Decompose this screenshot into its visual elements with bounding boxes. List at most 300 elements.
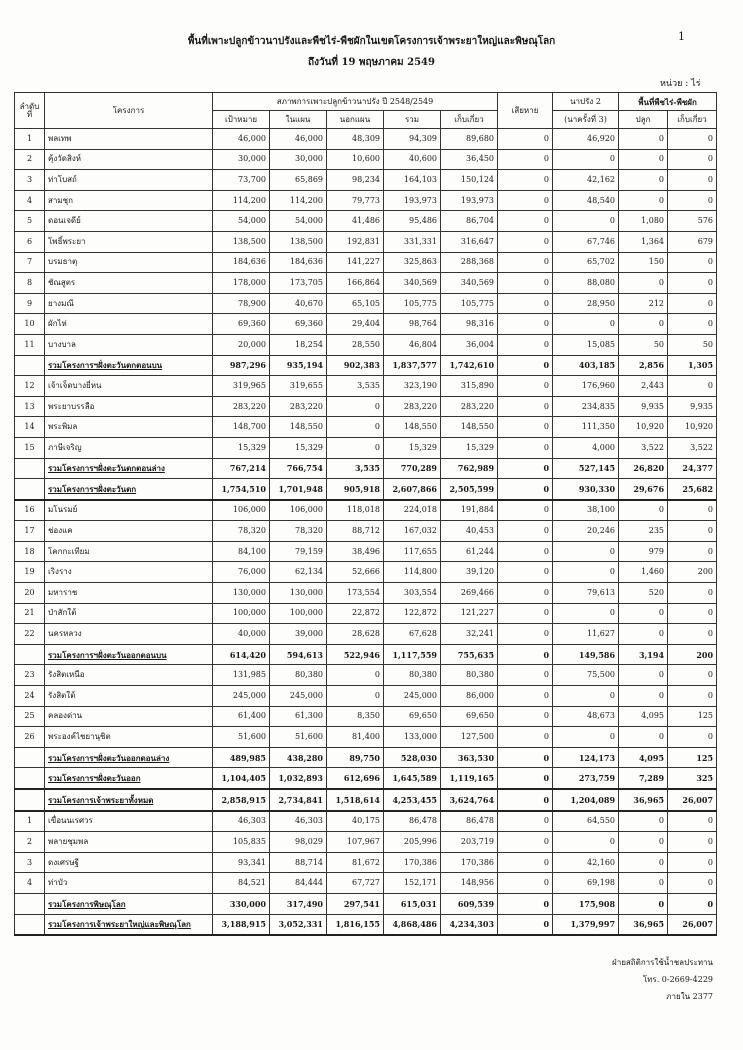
row-value: 528,030 [384, 747, 441, 768]
row-value: 79,773 [327, 190, 384, 211]
row-value: 78,900 [213, 293, 270, 314]
row-value: 29,676 [619, 479, 668, 500]
row-value: 235 [619, 521, 668, 542]
row-value: 0 [553, 149, 619, 170]
row-value: 130,000 [213, 583, 270, 604]
row-value: 1,701,948 [270, 479, 327, 500]
row-seq: 12 [15, 376, 45, 397]
row-value: 124,173 [553, 747, 619, 768]
row-value: 224,018 [384, 500, 441, 521]
row-value: 69,198 [553, 873, 619, 894]
row-seq: 1 [15, 811, 45, 832]
row-value: 52,666 [327, 562, 384, 583]
col-total: รวม [384, 111, 441, 129]
row-project-name: รวมโครงการฯฝั่งตะวันตกตอนล่าง [45, 458, 213, 479]
row-value: 86,478 [384, 811, 441, 832]
row-value: 0 [619, 149, 668, 170]
table-row [15, 314, 717, 335]
row-value: 61,300 [270, 706, 327, 727]
row-value: 0 [668, 893, 717, 914]
row-value: 9,935 [619, 396, 668, 417]
row-value: 65,702 [553, 252, 619, 273]
row-value: 166,864 [327, 273, 384, 294]
row-value: 297,541 [327, 893, 384, 914]
row-value: 78,320 [213, 521, 270, 542]
row-project-name: สามชุก [45, 190, 213, 211]
row-value: 88,080 [553, 273, 619, 294]
row-value: 50 [668, 334, 717, 355]
row-value: 0 [498, 706, 553, 727]
col-planted: ปลูก [619, 111, 668, 129]
row-value: 0 [498, 211, 553, 232]
row-value: 1,518,614 [327, 789, 384, 811]
row-seq [15, 644, 45, 665]
row-value: 0 [619, 873, 668, 894]
row-value: 2,858,915 [213, 789, 270, 811]
row-value: 0 [498, 479, 553, 500]
row-value: 594,613 [270, 644, 327, 665]
row-value: 0 [498, 873, 553, 894]
row-value: 1,117,559 [384, 644, 441, 665]
row-value: 111,350 [553, 417, 619, 438]
row-seq: 13 [15, 396, 45, 417]
col-project: โครงการ [45, 93, 213, 129]
row-value: 46,000 [213, 129, 270, 150]
row-project-name: พระพิมล [45, 417, 213, 438]
row-value: 325 [668, 768, 717, 789]
table-row [15, 562, 717, 583]
row-seq [15, 914, 45, 935]
row-value: 766,754 [270, 458, 327, 479]
row-value: 1,754,510 [213, 479, 270, 500]
row-value: 0 [553, 727, 619, 748]
row-value: 10,600 [327, 149, 384, 170]
row-value: 0 [498, 644, 553, 665]
row-value: 40,670 [270, 293, 327, 314]
row-value: 65,105 [327, 293, 384, 314]
row-project-name: โพธิ์พระยา [45, 231, 213, 252]
row-project-name: รวมโครงการพิษณุโลก [45, 893, 213, 914]
row-value: 0 [668, 873, 717, 894]
row-value: 84,521 [213, 873, 270, 894]
row-value: 0 [619, 893, 668, 914]
row-value: 0 [498, 437, 553, 458]
row-project-name: พลายชุมพล [45, 832, 213, 853]
row-project-name: ผักไห่ [45, 314, 213, 335]
table-row [15, 852, 717, 873]
table-row [15, 437, 717, 458]
row-value: 767,214 [213, 458, 270, 479]
row-value: 15,329 [441, 437, 498, 458]
row-seq: 17 [15, 521, 45, 542]
row-value: 1,305 [668, 355, 717, 376]
phone-number: โทร. 0-2669-4229 [642, 975, 713, 984]
row-value: 3,624,764 [441, 789, 498, 811]
row-value: 69,360 [213, 314, 270, 335]
table-row [15, 396, 717, 417]
row-value: 0 [498, 252, 553, 273]
row-project-name: รวมโครงการเจ้าพระยาใหญ่และพิษณุโลก [45, 914, 213, 935]
row-seq [15, 747, 45, 768]
row-value: 106,000 [213, 500, 270, 521]
row-value: 0 [327, 686, 384, 707]
row-value: 0 [553, 686, 619, 707]
col-field-harvested: เก็บเกี่ยว [668, 111, 717, 129]
row-value: 67,746 [553, 231, 619, 252]
row-value: 576 [668, 211, 717, 232]
row-project-name: รังสิตเหนือ [45, 665, 213, 686]
row-value: 100,000 [270, 603, 327, 624]
row-value: 0 [619, 686, 668, 707]
row-value: 0 [498, 129, 553, 150]
row-value: 0 [668, 252, 717, 273]
row-value: 178,000 [213, 273, 270, 294]
row-value: 4,095 [619, 706, 668, 727]
unit-label: หน่วย : ไร่ [660, 79, 701, 89]
row-value: 48,540 [553, 190, 619, 211]
row-value: 2,443 [619, 376, 668, 397]
row-value: 0 [668, 852, 717, 873]
row-value: 1,816,155 [327, 914, 384, 935]
row-value: 0 [619, 129, 668, 150]
row-value: 0 [619, 500, 668, 521]
row-seq: 18 [15, 541, 45, 562]
row-value: 1,204,089 [553, 789, 619, 811]
table-row [15, 727, 717, 748]
row-value: 403,185 [553, 355, 619, 376]
row-value: 141,227 [327, 252, 384, 273]
row-value: 148,700 [213, 417, 270, 438]
row-value: 203,719 [441, 832, 498, 853]
row-project-name: เขื่อนนเรศวร [45, 811, 213, 832]
table-row [15, 293, 717, 314]
row-value: 930,330 [553, 479, 619, 500]
row-value: 32,241 [441, 624, 498, 645]
row-value: 0 [668, 314, 717, 335]
row-value: 81,400 [327, 727, 384, 748]
row-value: 0 [619, 190, 668, 211]
col-out-plan: นอกแผน [327, 111, 384, 129]
row-value: 2,734,841 [270, 789, 327, 811]
table-row [15, 811, 717, 832]
row-value: 46,303 [270, 811, 327, 832]
row-value: 319,655 [270, 376, 327, 397]
row-seq: 21 [15, 603, 45, 624]
row-value: 1,104,405 [213, 768, 270, 789]
table-row [15, 706, 717, 727]
row-value: 0 [327, 437, 384, 458]
row-value: 170,386 [441, 852, 498, 873]
row-value: 22,872 [327, 603, 384, 624]
row-value: 15,329 [213, 437, 270, 458]
row-value: 614,420 [213, 644, 270, 665]
row-value: 340,569 [441, 273, 498, 294]
row-value: 176,960 [553, 376, 619, 397]
subtotal-row [15, 644, 717, 665]
row-value: 0 [498, 562, 553, 583]
row-value: 86,000 [441, 686, 498, 707]
table-row [15, 686, 717, 707]
row-value: 4,234,303 [441, 914, 498, 935]
row-value: 170,386 [384, 852, 441, 873]
row-value: 18,254 [270, 334, 327, 355]
table-row [15, 500, 717, 521]
row-value: 0 [327, 417, 384, 438]
row-value: 609,539 [441, 893, 498, 914]
report-title: พื้นที่เพาะปลูกข้าวนาปรังและพืชไร่-พืชผักในเขตโครงการเจ้าพระยาใหญ่และพิษณุโลก [187, 36, 556, 47]
row-value: 0 [619, 727, 668, 748]
row-value: 0 [498, 500, 553, 521]
row-project-name: พระยาบรรลือ [45, 396, 213, 417]
row-value: 612,696 [327, 768, 384, 789]
row-project-name: มโนรมย์ [45, 500, 213, 521]
table-row [15, 334, 717, 355]
row-value: 191,884 [441, 500, 498, 521]
row-seq: 16 [15, 500, 45, 521]
row-value: 95,486 [384, 211, 441, 232]
row-seq: 11 [15, 334, 45, 355]
table-row [15, 129, 717, 150]
table-row [15, 521, 717, 542]
row-seq: 9 [15, 293, 45, 314]
row-value: 0 [619, 170, 668, 191]
row-value: 0 [553, 832, 619, 853]
row-seq: 14 [15, 417, 45, 438]
row-value: 36,965 [619, 789, 668, 811]
table-row [15, 624, 717, 645]
row-value: 755,635 [441, 644, 498, 665]
row-value: 40,175 [327, 811, 384, 832]
row-seq: 2 [15, 832, 45, 853]
row-value: 48,673 [553, 706, 619, 727]
row-value: 88,714 [270, 852, 327, 873]
row-project-name: รังสิตใต้ [45, 686, 213, 707]
row-seq: 15 [15, 437, 45, 458]
row-project-name: เริงราง [45, 562, 213, 583]
table-row [15, 376, 717, 397]
row-value: 283,220 [213, 396, 270, 417]
row-value: 114,800 [384, 562, 441, 583]
row-value: 4,095 [619, 747, 668, 768]
col-damaged: เสียหาย [498, 93, 553, 129]
table-row [15, 583, 717, 604]
row-value: 770,289 [384, 458, 441, 479]
row-value: 107,967 [327, 832, 384, 853]
row-value: 26,007 [668, 914, 717, 935]
row-value: 30,000 [270, 149, 327, 170]
row-value: 0 [619, 832, 668, 853]
row-value: 79,159 [270, 541, 327, 562]
row-value: 69,650 [441, 706, 498, 727]
row-value: 1,742,610 [441, 355, 498, 376]
subtotal-row [15, 479, 717, 500]
row-value: 273,759 [553, 768, 619, 789]
row-value: 1,460 [619, 562, 668, 583]
row-value: 0 [668, 686, 717, 707]
row-value: 46,920 [553, 129, 619, 150]
row-value: 98,316 [441, 314, 498, 335]
row-value: 935,194 [270, 355, 327, 376]
row-value: 73,700 [213, 170, 270, 191]
row-value: 75,500 [553, 665, 619, 686]
row-project-name: มหาราช [45, 583, 213, 604]
row-seq [15, 768, 45, 789]
row-value: 245,000 [213, 686, 270, 707]
report-date: ถึงวันที่ 19 พฤษภาคม 2549 [308, 57, 435, 68]
row-value: 0 [553, 541, 619, 562]
row-value: 41,486 [327, 211, 384, 232]
row-value: 46,000 [270, 129, 327, 150]
row-value: 39,000 [270, 624, 327, 645]
row-value: 118,018 [327, 500, 384, 521]
row-value: 0 [668, 190, 717, 211]
row-value: 489,985 [213, 747, 270, 768]
row-value: 0 [498, 768, 553, 789]
rice-planting-table [14, 92, 717, 936]
row-value: 173,705 [270, 273, 327, 294]
row-value: 100,000 [213, 603, 270, 624]
row-value: 0 [668, 811, 717, 832]
row-value: 330,000 [213, 893, 270, 914]
row-seq: 25 [15, 706, 45, 727]
row-value: 520 [619, 583, 668, 604]
row-value: 42,160 [553, 852, 619, 873]
row-value: 54,000 [270, 211, 327, 232]
row-value: 0 [668, 727, 717, 748]
row-value: 148,956 [441, 873, 498, 894]
row-value: 122,872 [384, 603, 441, 624]
row-value: 283,220 [441, 396, 498, 417]
row-value: 84,444 [270, 873, 327, 894]
row-value: 62,134 [270, 562, 327, 583]
row-value: 30,000 [213, 149, 270, 170]
row-project-name: ดอนเจดีย์ [45, 211, 213, 232]
row-value: 0 [619, 665, 668, 686]
table-row [15, 170, 717, 191]
row-value: 762,989 [441, 458, 498, 479]
row-value: 36,965 [619, 914, 668, 935]
table-row [15, 190, 717, 211]
row-seq: 4 [15, 873, 45, 894]
row-value: 0 [498, 541, 553, 562]
row-value: 28,628 [327, 624, 384, 645]
row-value: 1,080 [619, 211, 668, 232]
row-value: 121,227 [441, 603, 498, 624]
row-seq: 4 [15, 190, 45, 211]
row-value: 11,627 [553, 624, 619, 645]
row-seq: 19 [15, 562, 45, 583]
row-value: 40,000 [213, 624, 270, 645]
page-number: 1 [678, 30, 685, 43]
row-value: 0 [553, 314, 619, 335]
row-seq: 3 [15, 170, 45, 191]
row-project-name: พลเทพ [45, 129, 213, 150]
row-value: 131,985 [213, 665, 270, 686]
row-value: 0 [498, 355, 553, 376]
row-value: 98,234 [327, 170, 384, 191]
row-value: 0 [498, 727, 553, 748]
row-value: 138,500 [213, 231, 270, 252]
row-seq: 20 [15, 583, 45, 604]
row-value: 67,727 [327, 873, 384, 894]
row-value: 0 [498, 686, 553, 707]
row-value: 20,000 [213, 334, 270, 355]
row-value: 39,120 [441, 562, 498, 583]
subtotal-row [15, 789, 717, 811]
row-seq: 7 [15, 252, 45, 273]
row-value: 105,835 [213, 832, 270, 853]
row-value: 200 [668, 562, 717, 583]
row-value: 0 [498, 231, 553, 252]
row-value: 86,704 [441, 211, 498, 232]
row-value: 167,032 [384, 521, 441, 542]
table-row [15, 211, 717, 232]
row-value: 93,341 [213, 852, 270, 873]
table-row [15, 832, 717, 853]
row-value: 317,490 [270, 893, 327, 914]
row-value: 283,220 [384, 396, 441, 417]
row-value: 902,383 [327, 355, 384, 376]
table-row [15, 252, 717, 273]
row-value: 0 [553, 562, 619, 583]
row-value: 61,400 [213, 706, 270, 727]
row-value: 114,200 [270, 190, 327, 211]
table-row [15, 873, 717, 894]
row-seq: 22 [15, 624, 45, 645]
row-value: 38,100 [553, 500, 619, 521]
row-value: 98,764 [384, 314, 441, 335]
row-value: 184,636 [213, 252, 270, 273]
row-value: 0 [553, 603, 619, 624]
col-seq: ลำดับที่ [15, 93, 45, 129]
row-project-name: ยางมณี [45, 293, 213, 314]
row-value: 36,004 [441, 334, 498, 355]
row-value: 0 [327, 396, 384, 417]
row-value: 20,246 [553, 521, 619, 542]
row-value: 3,052,331 [270, 914, 327, 935]
row-value: 283,220 [270, 396, 327, 417]
row-seq: 5 [15, 211, 45, 232]
row-value: 114,200 [213, 190, 270, 211]
row-value: 0 [498, 293, 553, 314]
row-seq: 26 [15, 727, 45, 748]
row-value: 64,550 [553, 811, 619, 832]
col-target: เป้าหมาย [213, 111, 270, 129]
row-value: 0 [619, 624, 668, 645]
row-value: 88,712 [327, 521, 384, 542]
row-value: 316,647 [441, 231, 498, 252]
row-value: 615,031 [384, 893, 441, 914]
row-value: 89,750 [327, 747, 384, 768]
row-value: 4,868,486 [384, 914, 441, 935]
row-value: 0 [498, 832, 553, 853]
row-project-name: ท่าบัว [45, 873, 213, 894]
row-project-name: รวมโครงการฯฝั่งตะวันออกตอนบน [45, 644, 213, 665]
row-seq: 23 [15, 665, 45, 686]
row-value: 40,600 [384, 149, 441, 170]
row-value: 28,950 [553, 293, 619, 314]
department-name: ฝ่ายสถิติการใช้น้ำชลประทาน [612, 958, 713, 967]
row-value: 0 [619, 603, 668, 624]
row-value: 50 [619, 334, 668, 355]
row-value: 0 [619, 273, 668, 294]
col-field-group: พื้นที่พืชไร่-พืชผัก [619, 93, 717, 111]
row-value: 0 [668, 293, 717, 314]
row-project-name: ชัณสูตร [45, 273, 213, 294]
row-value: 3,535 [327, 376, 384, 397]
row-value: 3,522 [619, 437, 668, 458]
row-value: 0 [668, 624, 717, 645]
